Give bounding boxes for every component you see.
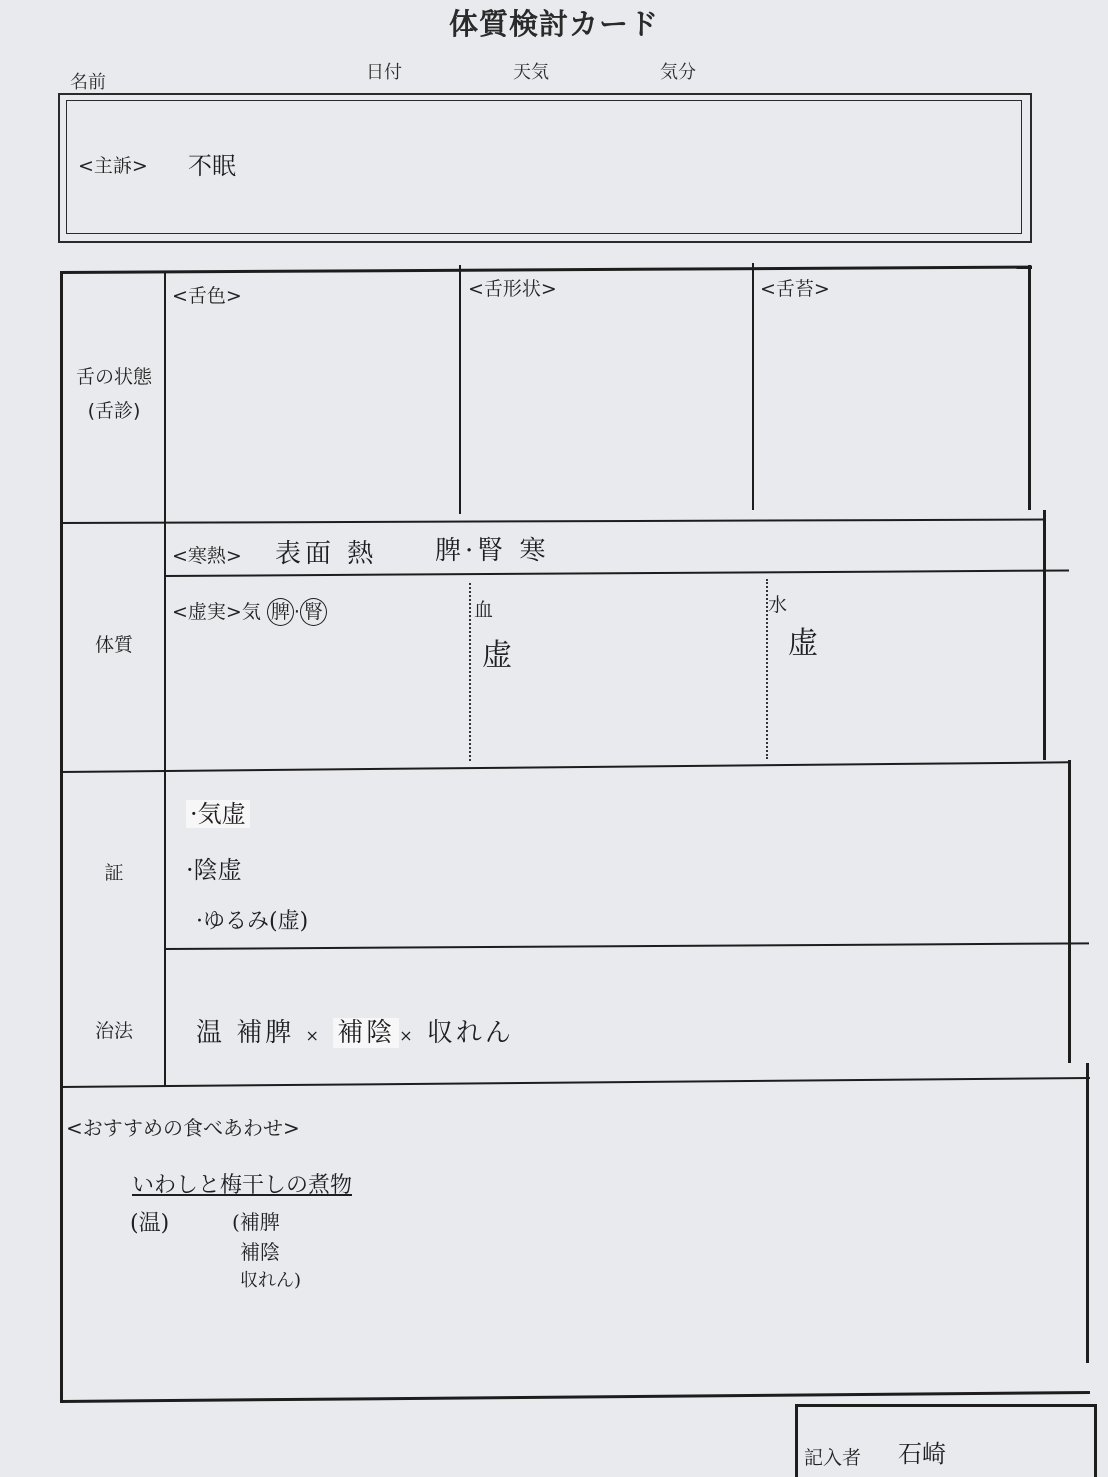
cold-heat-label: <寒熱> (172, 545, 242, 567)
blood-label: 血 (474, 599, 494, 621)
treatment-x-1: × (305, 1026, 322, 1045)
recommendation-line-2a: (温) (130, 1211, 170, 1236)
cold-heat-value-1: 表面 熱 (275, 539, 378, 569)
recommendation-line-2b: (補脾 (232, 1210, 280, 1234)
deficiency-label: <虚実>気 (172, 601, 261, 623)
water-value: 虚 (788, 626, 818, 661)
tongue-coating-label: <舌苔> (760, 278, 830, 300)
weather-label: 天気 (513, 62, 549, 83)
complaint-value: 不眠 (188, 152, 236, 180)
tongue-color-label: <舌色> (172, 285, 242, 307)
cold-heat-value-2: 脾·腎 寒 (435, 536, 550, 566)
tongue-shape-label: <舌形状> (468, 278, 557, 300)
kidney-circled: 腎 (300, 598, 327, 626)
signature-value: 石崎 (898, 1440, 946, 1468)
tongue-section-label (62, 360, 166, 428)
name-label: 名前 (70, 72, 106, 93)
constitution-table (60, 263, 1090, 1403)
treatment-x-2: × (399, 1026, 416, 1045)
recommendation-line-4: 収れん) (240, 1270, 302, 1291)
syndrome-section-label: 証 (104, 862, 124, 884)
blood-value: 虚 (482, 638, 512, 673)
tongue-section-label-line2: (舌診) (87, 400, 141, 422)
treatment-section-label: 治法 (94, 1020, 133, 1042)
syndrome-item-2: ·陰虚 (186, 856, 242, 884)
spleen-circled: 脾 (267, 598, 294, 626)
water-label: 水 (768, 594, 788, 616)
recommendation-line-3: 補陰 (240, 1240, 280, 1264)
treatment-part-3: 収れん (426, 1018, 514, 1048)
constitution-section-label: 体質 (94, 634, 133, 656)
recommendation-line-1: いわしと梅干しの煮物 (132, 1173, 353, 1198)
treatment-part-2: 補陰 (333, 1018, 399, 1048)
signature-label: 記入者 (804, 1447, 862, 1469)
treatment-part-1: 温 補脾 (196, 1018, 295, 1048)
deficiency-row (172, 597, 327, 626)
qi-separator: · (293, 601, 300, 623)
syndrome-item-3: ·ゆるみ(虚) (196, 909, 309, 934)
tongue-section-label-line1: 舌の状態 (75, 366, 152, 388)
mood-label: 気分 (660, 62, 696, 83)
complaint-label: <主訴> (78, 155, 148, 177)
syndrome-item-1-text: ·気虚 (186, 800, 250, 828)
syndrome-item-1 (186, 794, 250, 829)
date-label: 日付 (366, 62, 402, 83)
card-title: 体質検討カード (448, 7, 659, 41)
recommendation-label: <おすすめの食べあわせ> (66, 1116, 300, 1140)
treatment-value (196, 1012, 514, 1049)
